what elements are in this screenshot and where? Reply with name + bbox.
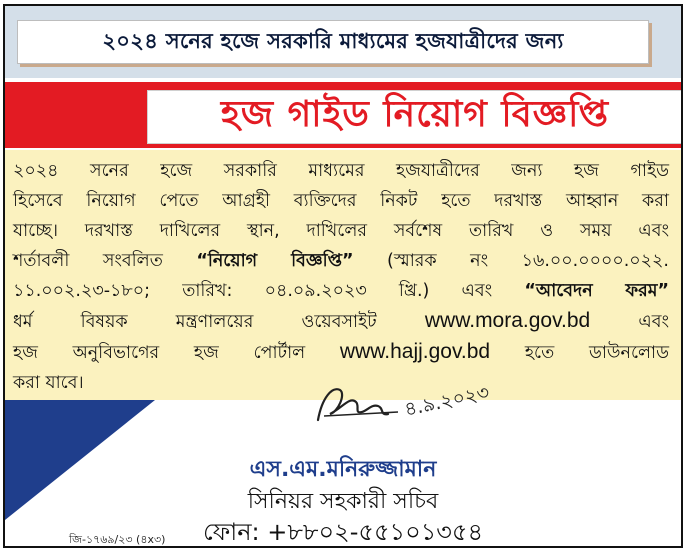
body-line-3: যাচ্ছে। দরখাস্ত দাখিলের স্থান, দাখিলের সর্বশেষ তারিখ ও সময় এবং: [13, 221, 669, 241]
body-line-5-text: ১১.০০২.২৩-১৮০; তারিখ: ০৪.০৯.২০২৩ খ্রি.) এবং: [13, 281, 525, 301]
notice-ref-title: “নিয়োগ বিজ্ঞপ্তি”: [196, 251, 354, 271]
body-line-1: ২০২৪ সনের হজে সরকারি মাধ্যমের হজযাত্রীদের জন্য হজ গাইড: [13, 161, 669, 181]
body-line-4: [13, 246, 669, 276]
signature-date: ৪.৯.২০২৩: [402, 381, 492, 421]
body-line-4-text: শর্তাবলী সংবলিত: [13, 251, 197, 271]
signatory-designation: সিনিয়র সহকারী সচিব: [247, 489, 439, 514]
body-line-5: [13, 276, 669, 306]
notice-card: [3, 4, 683, 548]
body-line-8: করা যাবে।: [13, 373, 84, 393]
notice-body: [5, 150, 681, 400]
body-line-7: [13, 337, 669, 368]
notice-title: হজ গাইড নিয়োগ বিজ্ঞপ্তি: [147, 90, 683, 144]
hajj-portal-link[interactable]: www.hajj.gov.bd: [339, 340, 491, 363]
signature-mark: [310, 368, 510, 432]
body-line-6-text: ধর্ম বিষয়ক মন্ত্রণালয়ের ওয়েবসাইট: [13, 312, 425, 332]
signatory-name: এস.এম.মনিরুজ্জামান: [249, 457, 437, 482]
mora-website-link[interactable]: www.mora.gov.bd: [424, 309, 591, 332]
body-line-7-end: হতে ডাউনলোড: [490, 343, 669, 363]
body-line-6-end: এবং: [590, 312, 669, 332]
signatory-phone: ফোন: +৮৮০২-৫৫১০১৩৫৪: [202, 518, 484, 546]
body-line-7-text: হজ অনুবিভাগের হজ পোর্টাল: [13, 343, 340, 363]
header-subtitle: ২০২৪ সনের হজে সরকারি মাধ্যমের হজযাত্রীদের জন্য: [17, 20, 649, 64]
advert-ref-code: জি-১৭৬৯/২৩ (৪x৩): [69, 533, 166, 546]
body-line-4-memo: (স্মারক নং ১৬.০০.০০০০.০২২.: [353, 251, 669, 271]
body-line-2: হিসেবে নিয়োগ পেতে আগ্রহী ব্যক্তিদের নিকট হতে দরখাস্ত আহ্বান করা: [13, 191, 669, 211]
application-form-title: “আবেদন ফরম”: [524, 281, 669, 301]
body-line-6: [13, 306, 669, 337]
